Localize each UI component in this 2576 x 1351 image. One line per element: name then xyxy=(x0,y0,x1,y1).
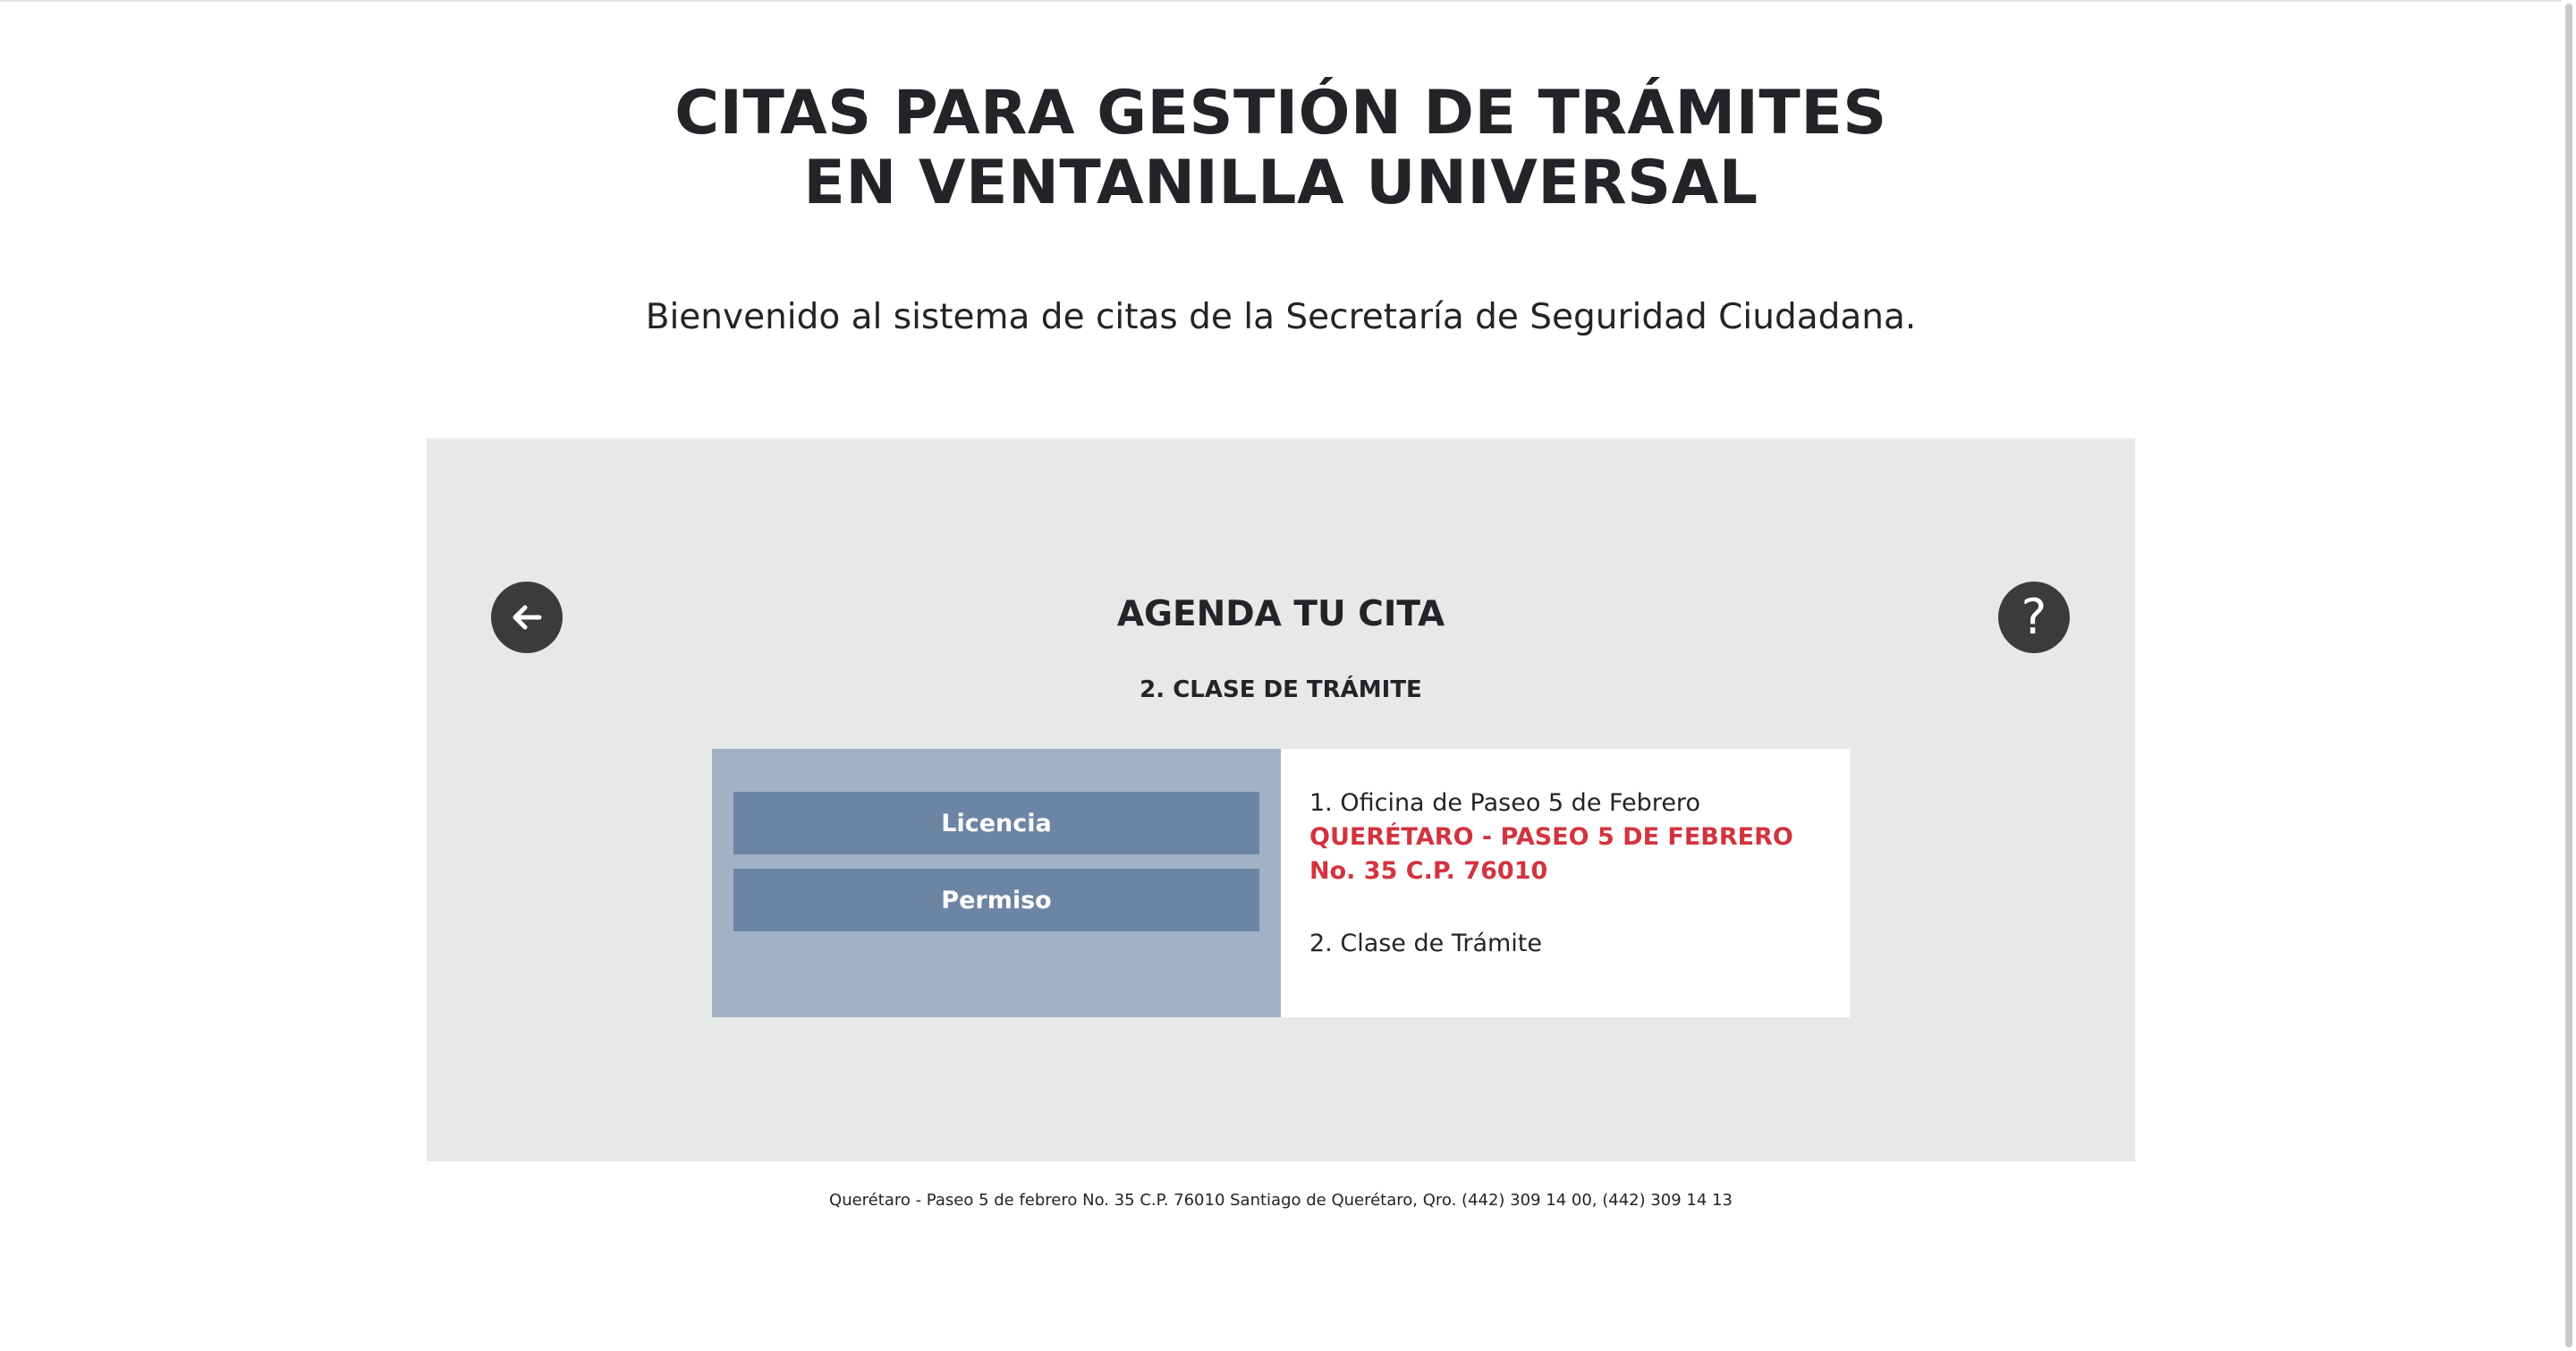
page-title-line-1: CITAS PARA GESTIÓN DE TRÁMITES xyxy=(674,78,1887,149)
help-button[interactable] xyxy=(1998,582,2070,653)
step-subtitle: 2. CLASE DE TRÁMITE xyxy=(1140,676,1422,703)
vertical-scrollbar[interactable] xyxy=(2562,0,2576,1351)
summary-column xyxy=(1281,749,1850,1017)
selection-card xyxy=(712,749,1850,1017)
options-column xyxy=(712,749,1281,1017)
top-divider xyxy=(0,0,2576,2)
scrollbar-thumb[interactable] xyxy=(2565,4,2572,1347)
question-mark-icon: ? xyxy=(2021,589,2047,645)
appointment-panel xyxy=(427,438,2135,1161)
permiso-button[interactable]: Permiso xyxy=(733,869,1259,931)
licencia-button[interactable]: Licencia xyxy=(733,792,1259,854)
welcome-message: Bienvenido al sistema de citas de la Secretaría de Seguridad Ciudadana. xyxy=(645,297,1917,337)
selected-office: QUERÉTARO - PASEO 5 DE FEBRERO No. 35 C.P. 76010 xyxy=(1309,823,1793,885)
page-title xyxy=(0,79,2562,218)
step-1-label: 1. Oficina de Paseo 5 de Febrero xyxy=(1309,789,1700,817)
step-2-label: 2. Clase de Trámite xyxy=(1309,930,1543,957)
panel-title: AGENDA TU CITA xyxy=(1116,594,1445,634)
page-title-line-2: EN VENTANILLA UNIVERSAL xyxy=(803,148,1758,218)
footer-address: Querétaro - Paseo 5 de febrero No. 35 C.P. 76010 Santiago de Querétaro, Qro. (442) 309 14 00, (442) 309 14 13 xyxy=(829,1191,1733,1210)
